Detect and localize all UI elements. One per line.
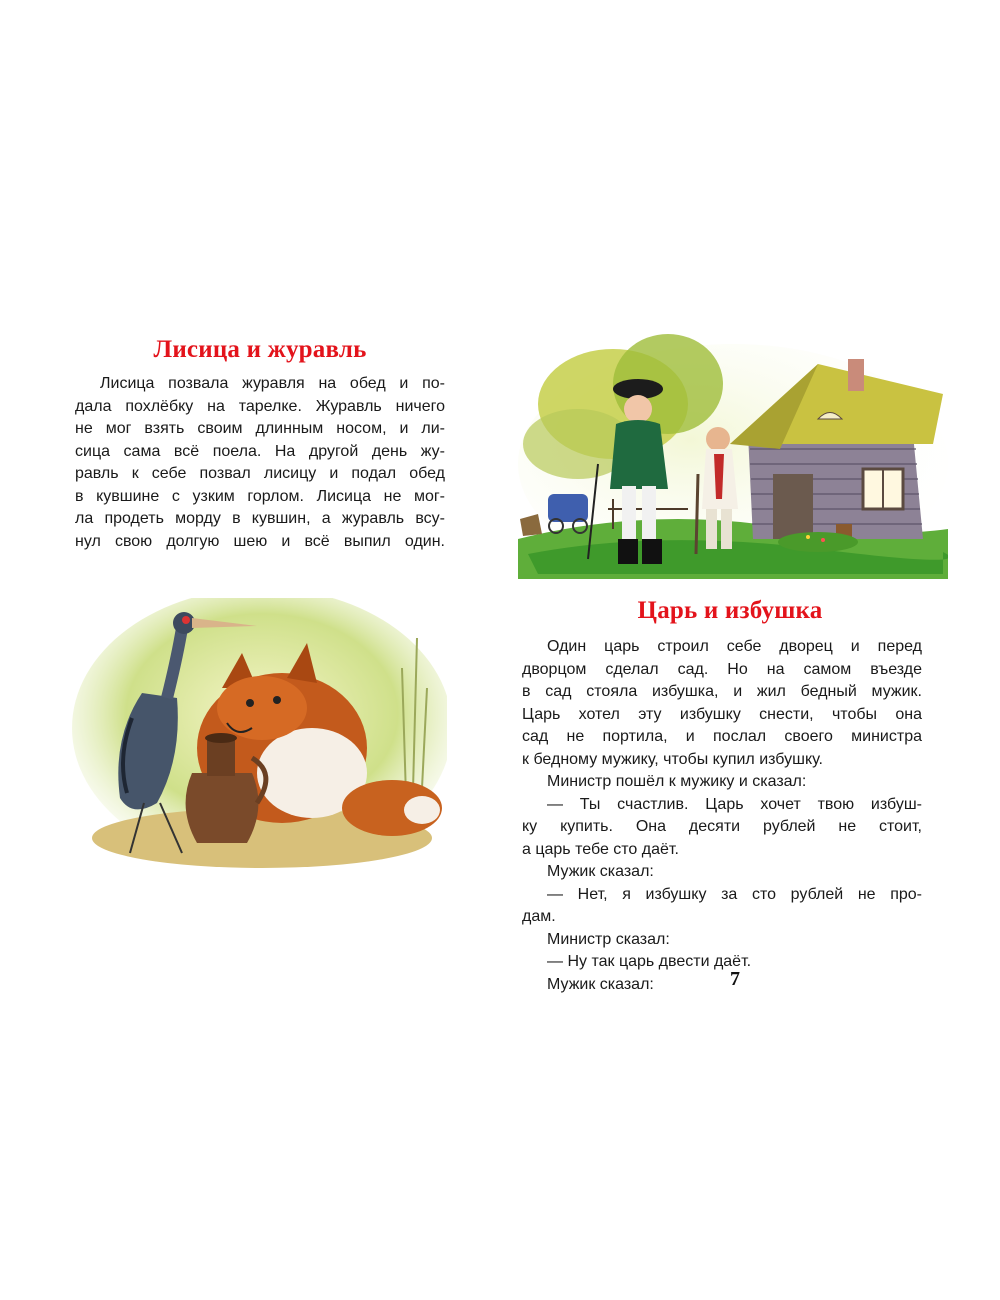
- text-line: Один царь строил себе дворец и перед: [547, 638, 922, 655]
- story-title-fox-and-crane: Лисица и журавль: [153, 336, 367, 363]
- text-line: сад не портила, и послал своего министра: [522, 728, 922, 745]
- text-line: Министр пошёл к мужику и сказал:: [547, 773, 807, 790]
- text-line: к бедному мужику, чтобы купил избушку.: [522, 750, 823, 768]
- text-line: не мог взять своим длинным носом, и ли-: [75, 420, 445, 437]
- text-line: Мужик сказал:: [547, 975, 654, 993]
- story-title-tsar-and-hut: Царь и избушка: [637, 597, 823, 624]
- text-line: Царь хотел эту избушку снести, чтобы она: [522, 705, 922, 723]
- crane-and-fox-illustration: [72, 598, 447, 870]
- text-line: — Нет, я избушку за сто рублей не про-: [547, 885, 922, 903]
- text-line: дам.: [522, 908, 556, 925]
- text-line: дала похлёбку на тарелке. Журавль ничего: [75, 397, 445, 415]
- page-number: 7: [730, 968, 740, 990]
- text-line: равль к себе позвал лисицу и подал обед: [75, 465, 445, 482]
- text-line: Лисица позвала журавля на обед и по-: [100, 375, 445, 392]
- text-line: нул свою долгую шею и всё выпил один.: [75, 532, 445, 550]
- text-line: сица сама всё поела. На другой день жу-: [75, 442, 445, 460]
- text-line: Мужик сказал:: [547, 863, 654, 880]
- story-text-tsar-and-hut: [522, 636, 922, 996]
- text-line: ла продеть морду в кувшин, а журавль всу-: [75, 510, 445, 527]
- text-line: — Ты счастлив. Царь хочет твою избуш-: [547, 795, 922, 813]
- text-line: в кувшине с узким горлом. Лисица не мог-: [75, 487, 445, 505]
- text-line: Министр сказал:: [547, 930, 670, 948]
- text-line: дворцом сделал сад. Но на самом въезде: [522, 660, 922, 678]
- text-line: — Ну так царь двести даёт.: [547, 953, 752, 970]
- text-line: в сад стояла избушка, и жил бедный мужик.: [522, 683, 922, 700]
- text-line: ку купить. Она десяти рублей не стоит,: [522, 818, 922, 835]
- text-line: а царь тебе сто даёт.: [522, 840, 679, 858]
- story-text-fox-and-crane: [75, 373, 445, 553]
- minister-and-peasant-illustration: [518, 324, 948, 579]
